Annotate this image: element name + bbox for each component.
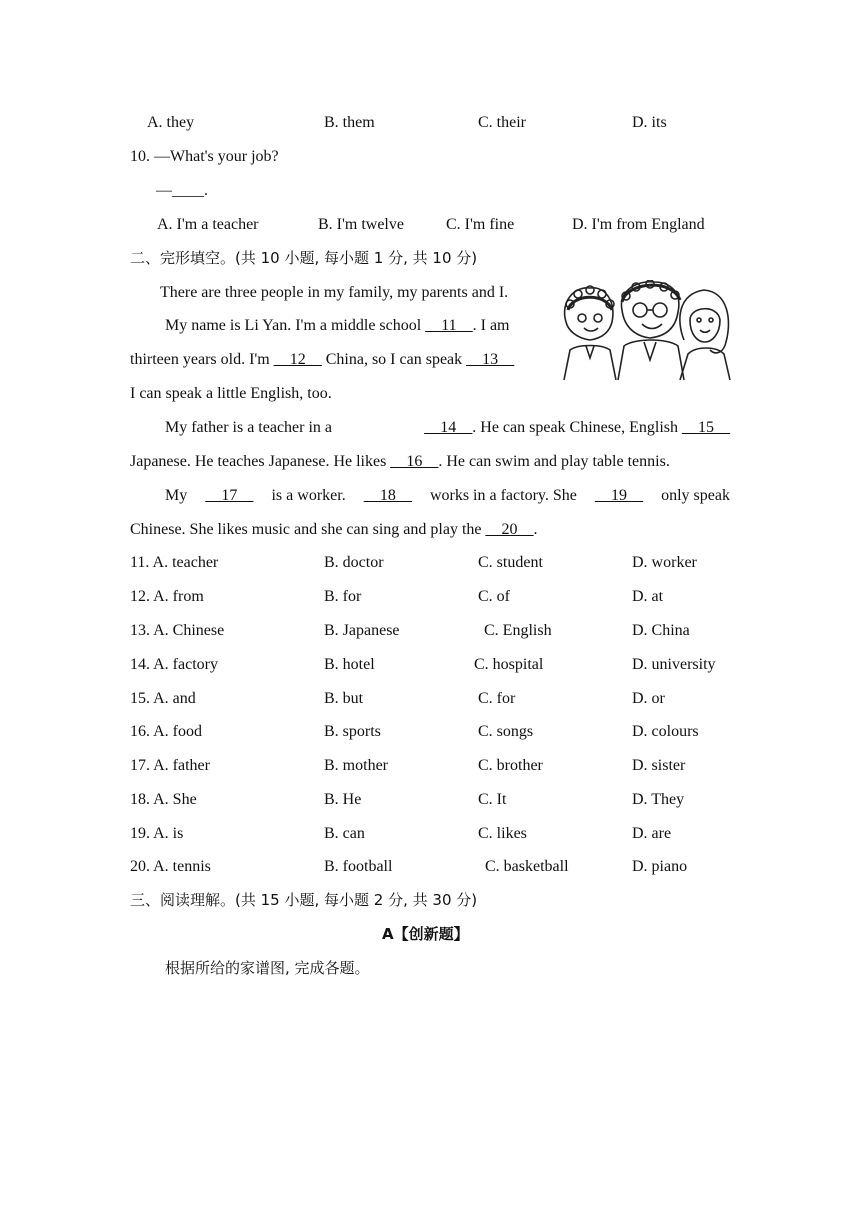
option-d: D. colours bbox=[632, 723, 699, 740]
option-d: D. piano bbox=[632, 858, 688, 875]
option-b: B. mother bbox=[324, 757, 388, 774]
text bbox=[424, 418, 730, 438]
passage-p2-line2 bbox=[130, 350, 514, 370]
text: China, so I can speak bbox=[321, 351, 467, 368]
q10-option-b: B. I'm twelve bbox=[318, 216, 404, 233]
text: Chinese. She likes music and she can sing and play the bbox=[130, 521, 486, 538]
blank-13: __13__ bbox=[466, 351, 515, 368]
boy-figure bbox=[564, 286, 616, 380]
option-d: D. sister bbox=[632, 757, 686, 774]
father-figure bbox=[618, 280, 684, 380]
option-d: D. are bbox=[632, 825, 672, 842]
option-b: B. for bbox=[324, 588, 362, 605]
blank-14: __14__ bbox=[424, 419, 473, 436]
section2-heading: 二、完形填空。(共 10 小题, 每小题 1 分, 共 10 分) bbox=[130, 249, 478, 267]
blank-20: __20__ bbox=[485, 521, 534, 538]
option-a: 18. A. She bbox=[130, 791, 197, 808]
option-b: B. but bbox=[324, 690, 364, 707]
option-b: B. Japanese bbox=[324, 622, 400, 639]
option-a: 16. A. food bbox=[130, 723, 202, 740]
option-a: 20. A. tennis bbox=[130, 858, 211, 875]
option-d: D. worker bbox=[632, 554, 697, 571]
text: works in a factory. She bbox=[429, 487, 577, 504]
option-c: C. of bbox=[478, 588, 510, 605]
option-b: B. hotel bbox=[324, 656, 375, 673]
blank-18: __18__ bbox=[363, 487, 412, 504]
passage-p3-line2 bbox=[130, 452, 670, 472]
option-b: B. He bbox=[324, 791, 362, 808]
option-a: 17. A. father bbox=[130, 757, 210, 774]
option-c: C. It bbox=[478, 791, 507, 808]
option-b: B. doctor bbox=[324, 554, 384, 571]
text: Japanese. He teaches Japanese. He likes bbox=[130, 453, 391, 470]
q10-option-c: C. I'm fine bbox=[446, 216, 515, 233]
option-a: 12. A. from bbox=[130, 588, 204, 605]
option-d: D. China bbox=[632, 622, 690, 639]
option-d: D. or bbox=[632, 690, 665, 707]
passage-p4-line1 bbox=[165, 486, 730, 506]
option-a: 19. A. is bbox=[130, 825, 184, 842]
passage-p2-line1 bbox=[165, 316, 509, 336]
blank-19: __19__ bbox=[594, 487, 643, 504]
q9-option-c: C. their bbox=[478, 114, 526, 131]
option-b: B. can bbox=[324, 825, 365, 842]
q10-option-d: D. I'm from England bbox=[572, 216, 705, 233]
blank-15: __15__ bbox=[682, 419, 730, 436]
option-b: B. football bbox=[324, 858, 393, 875]
q9-option-b: B. them bbox=[324, 114, 375, 131]
option-c: C. brother bbox=[478, 757, 543, 774]
text: . He can swim and play table tennis. bbox=[438, 453, 670, 470]
q10-answer-line: —____. bbox=[156, 182, 208, 199]
text: My bbox=[165, 487, 188, 504]
option-c: C. hospital bbox=[474, 656, 544, 673]
text: . He can speak Chinese, English bbox=[472, 419, 682, 436]
text: only speak bbox=[661, 487, 730, 504]
passage-p3-line1 bbox=[130, 418, 730, 438]
q10-question: 10. —What's your job? bbox=[130, 148, 279, 165]
family-illustration bbox=[560, 280, 732, 380]
option-c: C. likes bbox=[478, 825, 527, 842]
text: My name is Li Yan. I'm a middle school bbox=[165, 317, 426, 334]
option-d: D. university bbox=[632, 656, 716, 673]
passage-p1: There are three people in my family, my parents and I. bbox=[160, 284, 509, 301]
option-c: C. student bbox=[478, 554, 543, 571]
text: My father is a teacher in a bbox=[165, 419, 333, 436]
option-c: C. songs bbox=[478, 723, 534, 740]
option-c: C. for bbox=[478, 690, 516, 707]
q9-option-d: D. its bbox=[632, 114, 667, 131]
option-d: D. They bbox=[632, 791, 685, 808]
passage-p4-line2 bbox=[130, 520, 537, 540]
option-a: 15. A. and bbox=[130, 690, 196, 707]
q10-option-a: A. I'm a teacher bbox=[157, 216, 259, 233]
blank-17: __17__ bbox=[205, 487, 254, 504]
option-a: 14. A. factory bbox=[130, 656, 218, 673]
passage-p2-line3: I can speak a little English, too. bbox=[130, 385, 332, 402]
option-c: C. basketball bbox=[485, 858, 569, 875]
option-a: 13. A. Chinese bbox=[130, 622, 225, 639]
option-a: 11. A. teacher bbox=[130, 554, 219, 571]
girl-figure bbox=[680, 290, 730, 380]
option-c: C. English bbox=[484, 622, 552, 639]
text: thirteen years old. I'm bbox=[130, 351, 274, 368]
section3-subheading: A【创新题】 bbox=[382, 925, 469, 943]
blank-12: __12__ bbox=[273, 351, 322, 368]
q9-option-a: A. they bbox=[147, 114, 195, 131]
blank-11: __11__ bbox=[425, 317, 473, 334]
section3-instruction: 根据所给的家谱图, 完成各题。 bbox=[165, 959, 370, 977]
text: . I am bbox=[472, 317, 510, 334]
section3-heading: 三、阅读理解。(共 15 小题, 每小题 2 分, 共 30 分) bbox=[130, 891, 478, 909]
blank-16: __16__ bbox=[390, 453, 439, 470]
text: . bbox=[533, 521, 538, 538]
option-d: D. at bbox=[632, 588, 664, 605]
option-b: B. sports bbox=[324, 723, 381, 740]
text: is a worker. bbox=[271, 487, 346, 504]
